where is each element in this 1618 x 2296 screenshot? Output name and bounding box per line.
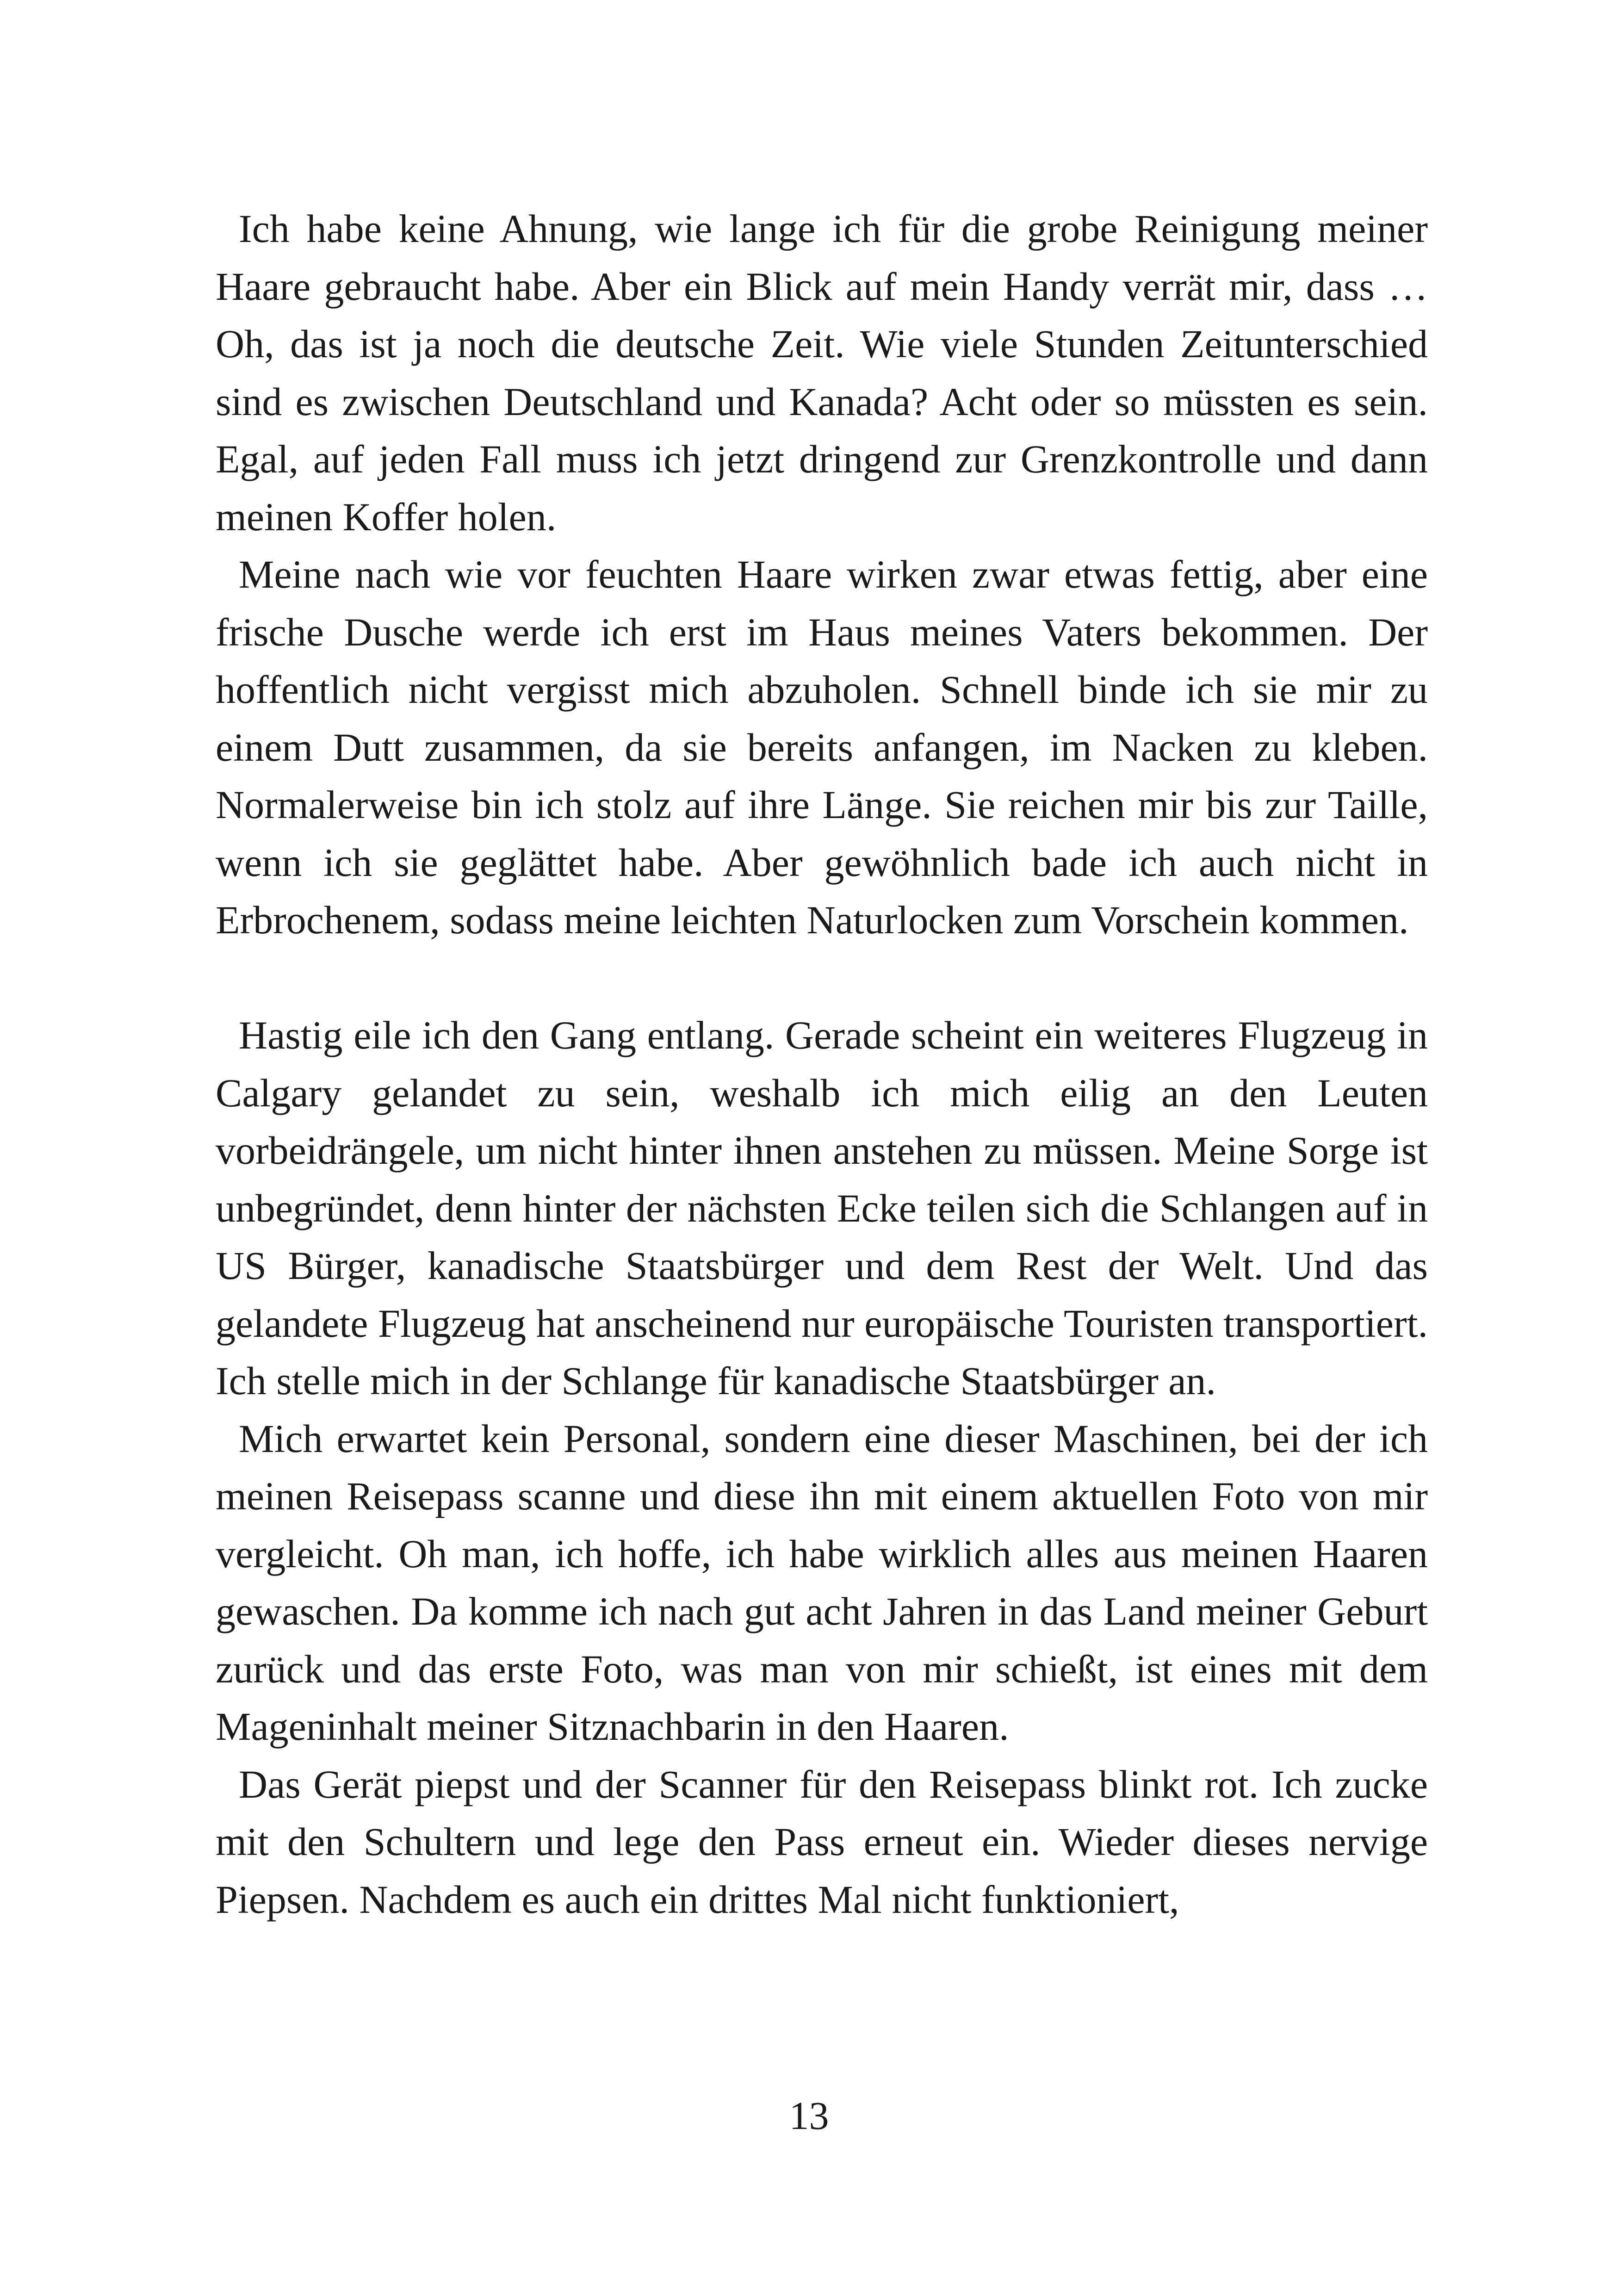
paragraph-4: Mich erwartet kein Personal, sondern eine dieser Maschinen, bei der ich meinen Reisepass scanne und diese ihn mit einem aktuellen Foto von mir vergleicht. Oh man, ich hoffe, ich habe wirklich alles aus meinen Haaren gewaschen. Da komme ich nach gut acht Jahren in das Land meiner Geburt zurück und das erste Foto, was man von mir schießt, ist eines mit dem Mageninhalt meiner Sitznachbarin in den Haaren.: [216, 1416, 1428, 1749]
page-number: 13: [789, 2093, 829, 2138]
paragraph-3: Hastig eile ich den Gang entlang. Gerade scheint ein weiteres Flugzeug in Calgary gelandet zu sein, weshalb ich mich eilig an den Leuten vorbeidrängele, um nicht hinter ihnen anstehen zu müssen. Meine Sorge ist unbegründet, denn hinter der nächsten Ecke teilen sich die Schlangen auf in US Bürger, kanadische Staatsbürger und dem Rest der Welt. Und das gelandete Flugzeug hat anscheinend nur europäische Touristen transportiert. Ich stelle mich in der Schlange für kanadische Staatsbürger an.: [216, 1013, 1428, 1403]
paragraph-2: Meine nach wie vor feuchten Haare wirken zwar etwas fettig, aber eine frische Dusche werde ich erst im Haus meines Vaters bekommen. Der hoffentlich nicht vergisst mich abzuholen. Schnell binde ich sie mir zu einem Dutt zusammen, da sie bereits anfangen, im Nacken zu kleben. Normalerweise bin ich stolz auf ihre Länge. Sie reichen mir bis zur Taille, wenn ich sie geglättet habe. Aber gewöhnlich bade ich auch nicht in Erbrochenem, sodass meine leichten Naturlocken zum Vorschein kommen.: [216, 552, 1428, 942]
paragraph-1: Ich habe keine Ahnung, wie lange ich für die grobe Reinigung meiner Haare gebraucht habe. Aber ein Blick auf mein Handy verrät mir, dass … Oh, das ist ja noch die deutsche Zeit. Wie viele Stunden Zeitunterschied sind es zwischen Deutschland und Kanada? Acht oder so müssten es sein. Egal, auf jeden Fall muss ich jetzt dringend zur Grenzkontrolle und dann meinen Koffer holen.: [216, 206, 1428, 539]
body-text: [216, 200, 1428, 1928]
paragraph-5: Das Gerät piepst und der Scanner für den Reisepass blinkt rot. Ich zucke mit den Schultern und lege den Pass erneut ein. Wieder dieses nervige Piepsen. Nachdem es auch ein drittes Mal nicht funktioniert,: [216, 1762, 1428, 1922]
